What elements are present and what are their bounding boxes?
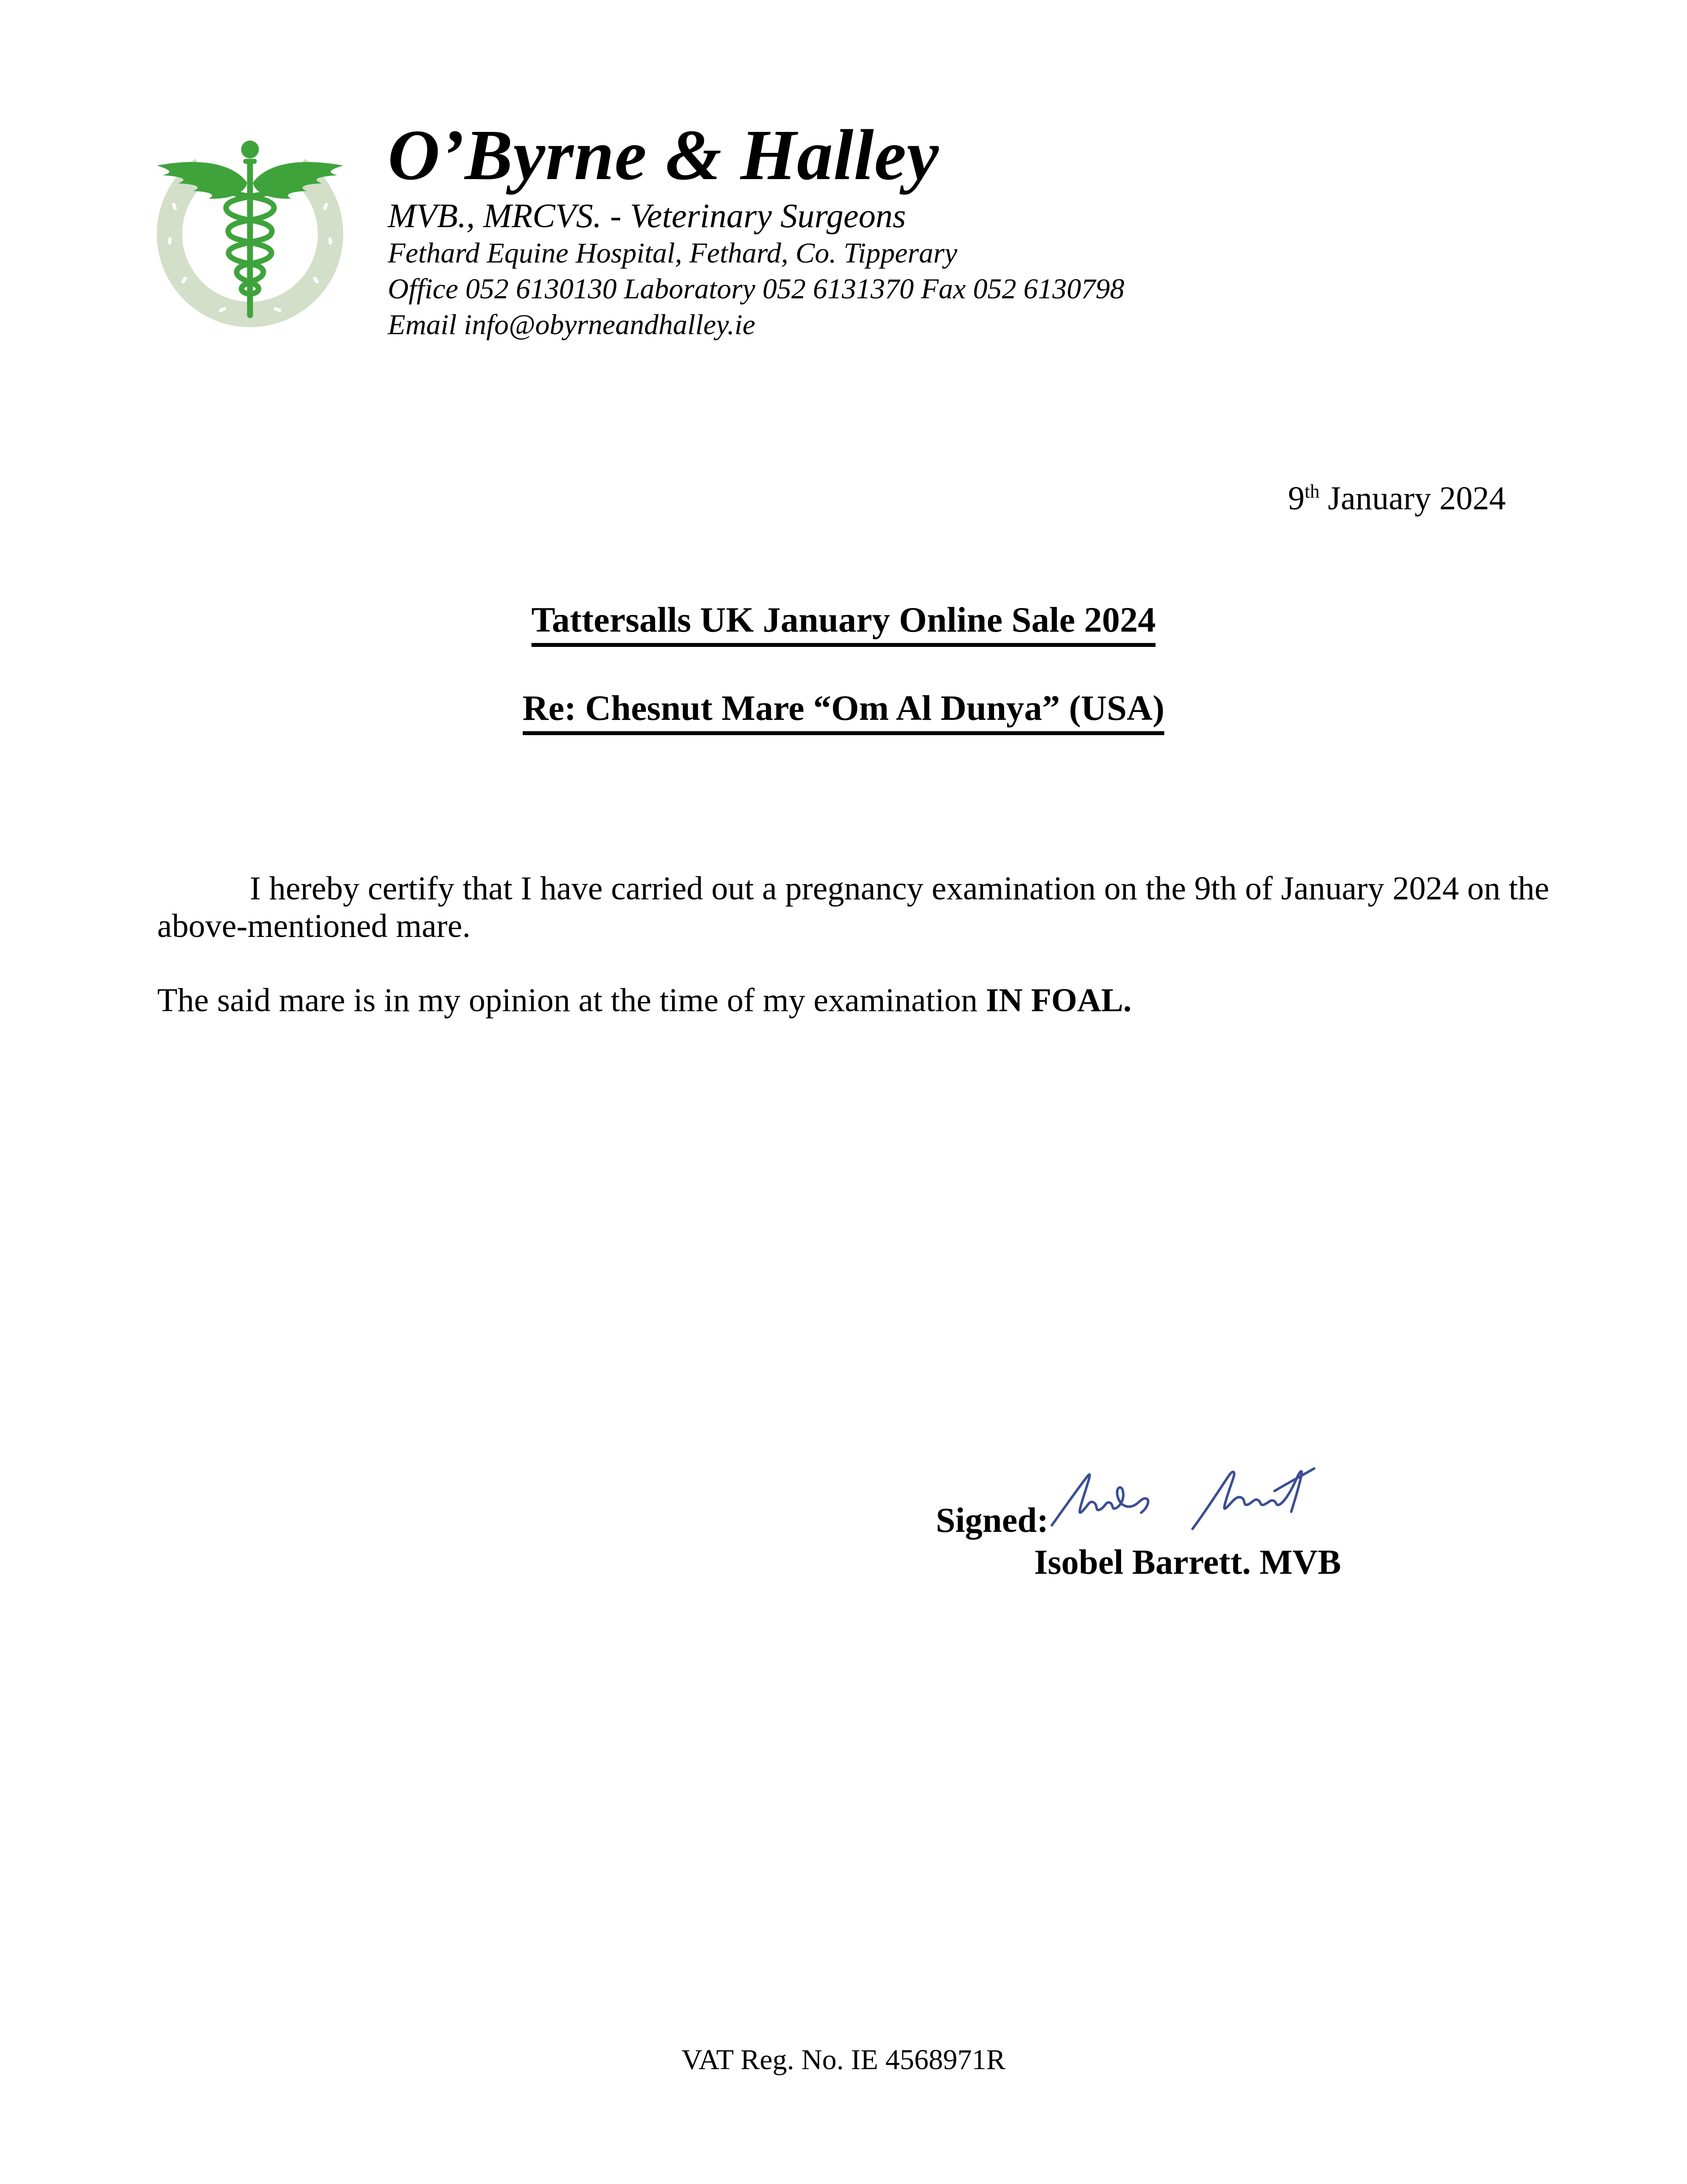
- certification-paragraph: I hereby certify that I have carried out a pregnancy examination on the 9th of January 2024 on the above-mentioned mare.: [157, 870, 1549, 944]
- re-title-row: [0, 690, 1687, 735]
- date-day: 9: [1288, 480, 1305, 517]
- opinion-paragraph: [157, 982, 1625, 1019]
- sale-title: Tattersalls UK January Online Sale 2024: [531, 602, 1156, 647]
- practice-phone-numbers: Office 052 6130130 Laboratory 052 6131370 Fax 052 6130798: [388, 273, 1125, 305]
- letterhead: [388, 115, 1125, 341]
- vat-registration-number: VAT Reg. No. IE 4568971R: [681, 2044, 1006, 2076]
- practice-address: Fethard Equine Hospital, Fethard, Co. Tipperary: [388, 237, 958, 269]
- opinion-text: The said mare is in my opinion at the time of my examination: [157, 982, 986, 1019]
- in-foal-statement: IN FOAL.: [986, 982, 1132, 1019]
- signed-label: Signed:: [936, 1501, 1049, 1540]
- date-month-year: January 2024: [1319, 480, 1506, 517]
- practice-name: O’Byrne & Halley: [388, 115, 939, 195]
- caduceus-horseshoe-logo: [144, 119, 356, 339]
- letter-date: [1288, 480, 1506, 518]
- handwritten-signature-image: [1044, 1455, 1323, 1542]
- date-ordinal-suffix: th: [1304, 480, 1320, 502]
- subject-title-row: [0, 602, 1687, 647]
- practice-email: Email info@obyrneandhalley.ie: [388, 309, 756, 341]
- signatory-name: Isobel Barrett. MVB: [1034, 1543, 1341, 1582]
- re-mare-title: Re: Chesnut Mare “Om Al Dunya” (USA): [523, 690, 1165, 735]
- practice-qualifications: MVB., MRCVS. - Veterinary Surgeons: [388, 197, 906, 235]
